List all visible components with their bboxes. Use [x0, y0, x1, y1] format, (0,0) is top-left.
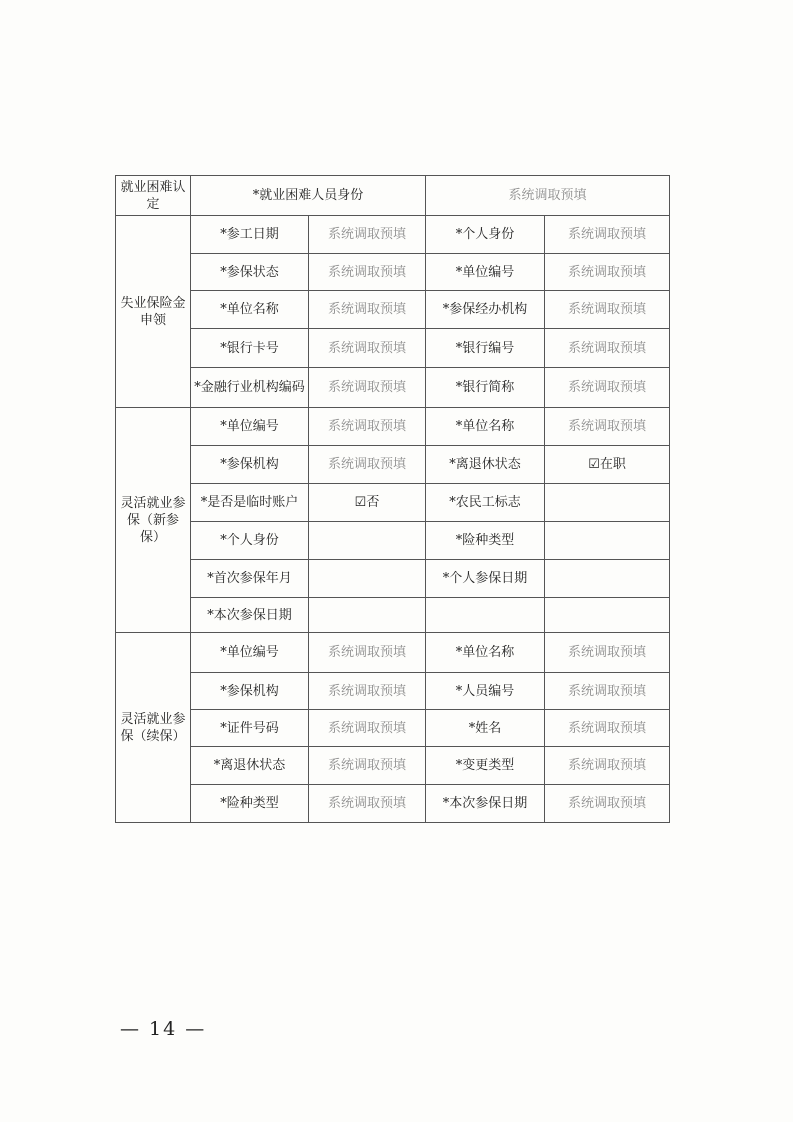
table-row — [116, 446, 670, 484]
table-row — [116, 522, 670, 560]
field-label: *银行编号 — [426, 329, 545, 368]
table-row — [116, 176, 670, 216]
field-label: *人员编号 — [426, 673, 545, 710]
field-label: *单位编号 — [191, 633, 309, 673]
table-row — [116, 560, 670, 598]
table-row — [116, 408, 670, 446]
checkbox-value: ☑否 — [309, 484, 426, 522]
field-label: *金融行业机构编码 — [191, 368, 309, 408]
table-row — [116, 785, 670, 823]
field-value: 系统调取预填 — [545, 254, 670, 291]
field-label: *参保状态 — [191, 254, 309, 291]
field-label: *参保机构 — [191, 446, 309, 484]
field-value — [545, 598, 670, 633]
section-category: 就业困难认定 — [116, 176, 191, 216]
field-value: 系统调取预填 — [426, 176, 670, 216]
section-category: 灵活就业参保（新参保） — [116, 408, 191, 633]
field-label: *单位名称 — [191, 291, 309, 329]
field-label: *姓名 — [426, 710, 545, 747]
field-value — [545, 560, 670, 598]
field-value: 系统调取预填 — [309, 329, 426, 368]
field-value: 系统调取预填 — [545, 747, 670, 785]
field-label: *单位名称 — [426, 633, 545, 673]
field-label: *单位编号 — [426, 254, 545, 291]
field-value: 系统调取预填 — [309, 446, 426, 484]
page-number: — 14 — — [120, 1018, 207, 1040]
field-value: 系统调取预填 — [309, 633, 426, 673]
field-label: *农民工标志 — [426, 484, 545, 522]
field-value: 系统调取预填 — [545, 785, 670, 823]
field-value: 系统调取预填 — [309, 216, 426, 254]
table-row — [116, 747, 670, 785]
field-label: *个人身份 — [191, 522, 309, 560]
field-label: *离退休状态 — [426, 446, 545, 484]
field-value: 系统调取预填 — [309, 747, 426, 785]
checkbox-value: ☑在职 — [545, 446, 670, 484]
field-label: *本次参保日期 — [426, 785, 545, 823]
field-value: 系统调取预填 — [545, 633, 670, 673]
field-label: *是否是临时账户 — [191, 484, 309, 522]
field-value — [309, 598, 426, 633]
field-label: *银行卡号 — [191, 329, 309, 368]
field-label: *险种类型 — [426, 522, 545, 560]
field-label: *就业困难人员身份 — [191, 176, 426, 216]
field-value: 系统调取预填 — [545, 216, 670, 254]
table-row — [116, 216, 670, 254]
table-row — [116, 633, 670, 673]
table-row — [116, 598, 670, 633]
field-value: 系统调取预填 — [309, 408, 426, 446]
section-category: 灵活就业参保（续保） — [116, 633, 191, 823]
field-value: 系统调取预填 — [545, 291, 670, 329]
field-label: *本次参保日期 — [191, 598, 309, 633]
field-label: *险种类型 — [191, 785, 309, 823]
field-label: *离退休状态 — [191, 747, 309, 785]
table-row — [116, 368, 670, 408]
field-label: *个人参保日期 — [426, 560, 545, 598]
table-row — [116, 710, 670, 747]
field-label: *变更类型 — [426, 747, 545, 785]
field-label: *参保机构 — [191, 673, 309, 710]
field-label: *参工日期 — [191, 216, 309, 254]
field-value: 系统调取预填 — [309, 785, 426, 823]
field-value: 系统调取预填 — [545, 329, 670, 368]
section-category: 失业保险金申领 — [116, 216, 191, 408]
field-value: 系统调取预填 — [309, 368, 426, 408]
field-value: 系统调取预填 — [545, 408, 670, 446]
table-row — [116, 254, 670, 291]
field-value: 系统调取预填 — [309, 710, 426, 747]
field-value: 系统调取预填 — [309, 254, 426, 291]
table-row — [116, 291, 670, 329]
field-value: 系统调取预填 — [545, 673, 670, 710]
field-value — [309, 560, 426, 598]
table-row — [116, 329, 670, 368]
field-value — [309, 522, 426, 560]
field-label: *银行简称 — [426, 368, 545, 408]
field-label: *单位编号 — [191, 408, 309, 446]
field-value: 系统调取预填 — [309, 291, 426, 329]
field-value — [545, 484, 670, 522]
field-value: 系统调取预填 — [309, 673, 426, 710]
table-row — [116, 673, 670, 710]
field-label: *个人身份 — [426, 216, 545, 254]
field-value: 系统调取预填 — [545, 368, 670, 408]
table-row — [116, 484, 670, 522]
field-value — [545, 522, 670, 560]
field-label: *单位名称 — [426, 408, 545, 446]
form-table — [115, 175, 670, 823]
field-label: *参保经办机构 — [426, 291, 545, 329]
field-value: 系统调取预填 — [545, 710, 670, 747]
field-label — [426, 598, 545, 633]
field-label: *首次参保年月 — [191, 560, 309, 598]
field-label: *证件号码 — [191, 710, 309, 747]
